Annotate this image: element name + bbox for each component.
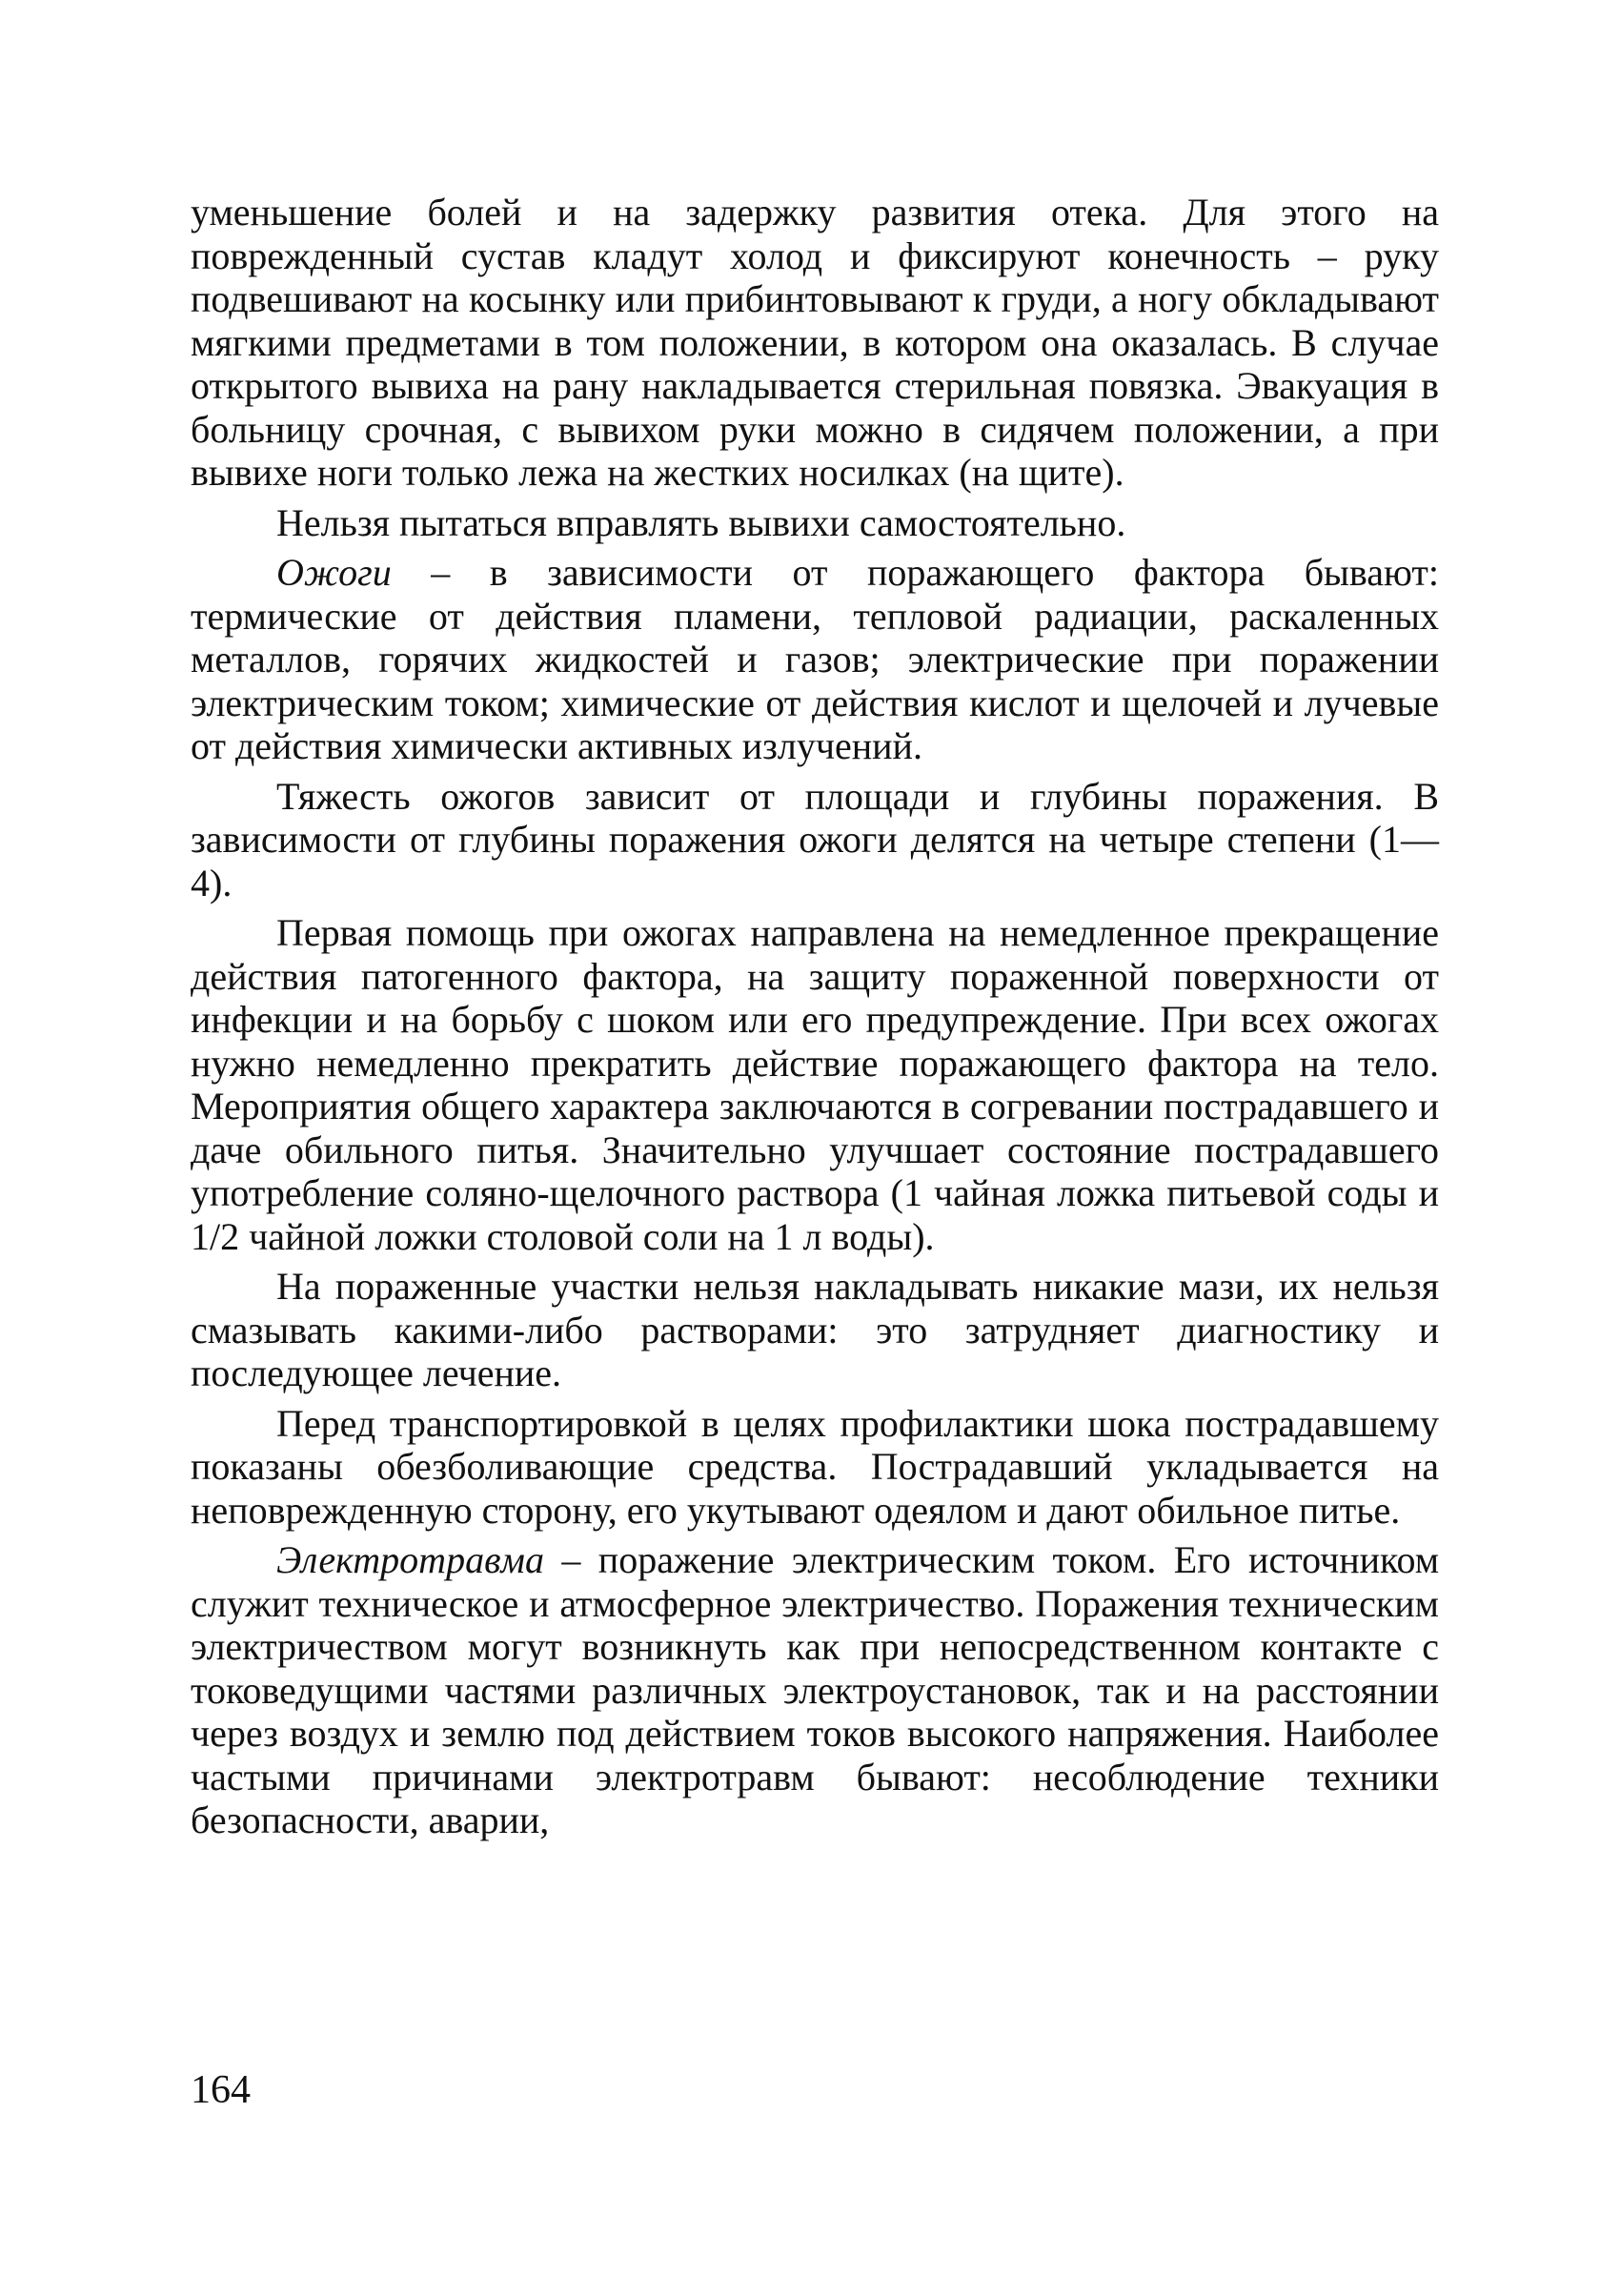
paragraph-electrotrauma — [191, 1538, 1439, 1842]
paragraph-text: – поражение электрическим током. Его источником служит техническое и атмосферное электричество. Поражения техническим электричеством могут возникнуть как при непосредственном контакте с токоведущими частями различных электроустановок, так и на расстоянии через воздух и землю под действием токов высокого напряжения. Наиболее частыми причинами электротравм бывают: несоблюдение техники безопасности, аварии, — [191, 1538, 1439, 1841]
term-burns: Ожоги — [276, 551, 392, 594]
page-body-text — [191, 191, 1439, 1849]
paragraph-dislocation-first-aid — [191, 191, 1439, 495]
paragraph-text: Нельзя пытаться вправлять вывихи самостоятельно. — [276, 500, 1126, 544]
paragraph-text: уменьшение болей и на задержку развития отека. Для этого на поврежденный сустав кладут холод и фиксируют конечность – руку подвешивают на косынку или прибинтовывают к груди, а ногу обкладывают мягкими предметами в том положении, в котором она оказалась. В случае открытого вывиха на рану накладывается стерильная повязка. Эвакуация в больницу срочная, с вывихом руки можно в сидячем положении, а при вывихе ноги только лежа на жестких носилках (на щите). — [191, 191, 1439, 494]
paragraph-burns-transport — [191, 1402, 1439, 1533]
paragraph-text: Первая помощь при ожогах направлена на немедленное прекращение действия патогенного фактора, на защиту пораженной поверхности от инфекции и на борьбу с шоком или его предупреждение. При всех ожогах нужно немедленно прекратить действие поражающего фактора на тело. Мероприятия общего характера заключаются в согревании пострадавшего и даче обильного питья. Значительно улучшает состояние пострадавшего употребление соляно-щелочного раствора (1 чайная ложка питьевой соды и 1/2 чайной ложки столовой соли на 1 л воды). — [191, 911, 1439, 1258]
paragraph-text: На пораженные участки нельзя накладывать никакие мази, их нельзя смазывать какими-либо растворами: это затрудняет диагностику и последующее лечение. — [191, 1265, 1439, 1394]
paragraph-text: Перед транспортировкой в целях профилактики шока пострадавшему показаны обезболивающие средства. Пострадавший укладывается на неповрежденную сторону, его укутывают одеялом и дают обильное питье. — [191, 1401, 1439, 1532]
paragraph-text: – в зависимости от поражающего фактора бывают: термические от действия пламени, тепловой радиации, раскаленных металлов, горячих жидкостей и газов; электрические при поражении электрическим током; химические от действия кислот и щелочей и лучевые от действия химически активных излучений. — [191, 551, 1439, 767]
page-number: 164 — [191, 2068, 251, 2112]
paragraph-burns-severity — [191, 775, 1439, 905]
paragraph-burns-definition — [191, 551, 1439, 768]
paragraph-burns-ointments — [191, 1265, 1439, 1395]
term-electrotrauma: Электротравма — [276, 1538, 544, 1581]
paragraph-burns-first-aid — [191, 911, 1439, 1258]
paragraph-dislocation-warning — [191, 501, 1439, 545]
paragraph-text: Тяжесть ожогов зависит от площади и глубины поражения. В зависимости от глубины поражения ожоги делятся на четыре степени (1—4). — [191, 774, 1439, 904]
